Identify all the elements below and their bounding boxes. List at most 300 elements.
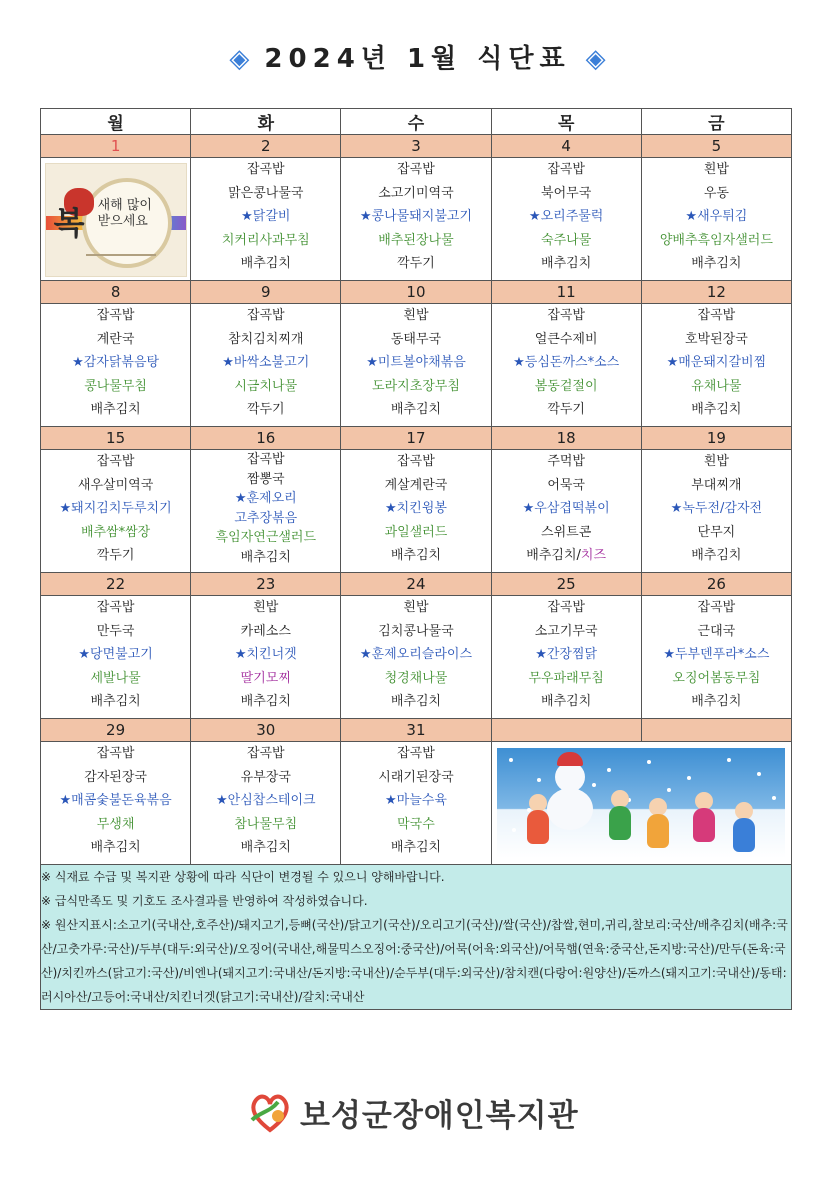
menu-cell [491,304,641,427]
date-cell: 12 [641,281,791,304]
child-figure [733,818,755,852]
menu-item [191,667,340,691]
snowflake [687,776,691,780]
menu-item [41,813,190,837]
menu-item-text: 잡곡밥 [397,746,435,761]
menu-item-text: 근대국 [697,623,736,639]
date-cell: 3 [341,135,491,158]
menu-item [492,158,641,182]
menu-item [191,489,340,509]
menu-item-text: 배추김치 [541,694,592,709]
menu-item-text: 배추김치 [691,548,742,563]
date-row [41,281,792,304]
date-row [41,427,792,450]
menu-item-text: ★바싹소불고기 [222,355,310,370]
menu-item [341,229,490,253]
menu-item [41,620,190,644]
menu-item-extra: 치즈 [580,548,607,563]
heart-logo-icon [248,1090,292,1134]
winter-children-image [497,748,785,858]
menu-item-text: 스위트콘 [541,524,592,540]
menu-item [341,497,490,521]
menu-item-text: 잡곡밥 [246,308,285,323]
menu-item-text: 유채나물 [691,378,742,394]
child-figure [693,808,715,842]
menu-item [191,398,340,422]
menu-item-text: 시래기된장국 [378,769,454,785]
menu-item [492,620,641,644]
menu-item-text: 깍두기 [397,256,435,271]
menu-item-text: ★등심돈까스*소스 [513,355,620,370]
menu-item [492,304,641,328]
menu-item [341,450,490,474]
menu-item-text: 잡곡밥 [96,600,135,615]
notes-box [41,865,792,1010]
date-cell: 25 [491,573,641,596]
menu-item [41,766,190,790]
menu-item-text: 잡곡밥 [246,452,285,467]
menu-item-text: 배추김치 [240,549,291,565]
menu-item [341,205,490,229]
menu-item-text: 배추쌈*쌈장 [80,524,151,540]
menu-item [341,813,490,837]
menu-item [642,474,791,498]
menu-item-text: 배추김치 [240,694,291,709]
menu-item-text: 배추된장나물 [378,232,454,248]
menu-item [642,596,791,620]
menu-item [191,742,340,766]
menu-cell [491,742,791,865]
menu-cell [341,450,491,573]
date-cell: 24 [341,573,491,596]
menu-item-text: 흑임자연근샐러드 [215,530,317,545]
menu-item [341,620,490,644]
menu-item-text: 흰밥 [403,600,429,615]
menu-item [191,182,340,206]
menu-row [41,304,792,427]
menu-item [341,667,490,691]
menu-item [191,509,340,529]
menu-item-text: 콩나물무침 [84,378,147,394]
menu-item-text: 어묵국 [547,477,585,493]
menu-item-text: 카레소스 [240,623,291,639]
snowman-body [547,788,593,830]
menu-item [341,690,490,714]
menu-item-text: 배추김치 [691,694,742,709]
menu-cell [341,742,491,865]
menu-item [642,205,791,229]
menu-cell [491,450,641,573]
menu-item-text: 치커리사과무침 [221,232,310,248]
menu-item-text: 부대찌개 [691,477,742,493]
notes-row [41,865,792,1010]
menu-item-text: 잡곡밥 [96,746,135,761]
menu-item [41,351,190,375]
menu-item [41,789,190,813]
menu-item [41,836,190,860]
menu-item [191,548,340,568]
menu-item [41,328,190,352]
menu-item [191,375,340,399]
menu-item [41,521,190,545]
menu-item-text: 흰밥 [253,600,279,615]
date-cell: 22 [41,573,191,596]
menu-item [191,205,340,229]
menu-item-text: 계살계란국 [384,477,448,493]
menu-row [41,596,792,719]
menu-item-text: 얼큰수제비 [534,331,598,347]
date-cell [641,719,791,742]
menu-item-text: 시금치나물 [234,378,298,394]
date-cell: 31 [341,719,491,742]
menu-item [642,450,791,474]
menu-item [191,836,340,860]
menu-item [341,304,490,328]
menu-cell [41,304,191,427]
menu-item [191,450,340,470]
menu-item-text: 잡곡밥 [246,746,285,761]
menu-item [492,690,641,714]
menu-item [642,690,791,714]
note-line: ※ 식재료 수급 및 복지관 상황에 따라 식단이 변경될 수 있으니 양해바랍니다. [41,870,445,884]
snowflake [667,788,671,792]
menu-item-text: 잡곡밥 [96,454,135,469]
menu-item [41,304,190,328]
menu-item [492,351,641,375]
menu-item [41,742,190,766]
snowflake [647,760,651,764]
menu-item [41,667,190,691]
menu-item-text: 배추김치 [240,256,291,271]
menu-cell [491,158,641,281]
snowflake [509,758,513,762]
menu-item-text: 잡곡밥 [697,308,736,323]
weekday-thu: 목 [491,109,641,135]
date-cell: 8 [41,281,191,304]
menu-item [41,596,190,620]
menu-item-text: 흰밥 [703,454,729,469]
menu-item [642,252,791,276]
menu-item [642,328,791,352]
menu-item [191,620,340,644]
menu-item [492,182,641,206]
menu-item [341,328,490,352]
menu-cell [491,596,641,719]
menu-item [492,521,641,545]
menu-item [341,182,490,206]
date-cell: 23 [191,573,341,596]
menu-cell [191,596,341,719]
menu-item [642,544,791,568]
menu-cell [191,742,341,865]
menu-item-text: 잡곡밥 [697,600,736,615]
menu-item-text: 흰밥 [403,308,429,323]
menu-item-text: 참치김치찌개 [228,331,304,347]
menu-item [41,375,190,399]
menu-item-text: ★매운돼지갈비찜 [666,355,767,370]
page-title [0,38,835,75]
menu-cell [641,450,791,573]
menu-item [191,766,340,790]
menu-item [492,474,641,498]
date-cell: 19 [641,427,791,450]
logo-text: 보성군장애인복지관 [300,1097,579,1134]
menu-item-text: 소고기미역국 [378,185,454,201]
menu-cell [641,304,791,427]
snowman-head [555,762,585,792]
menu-item-text: ★새우튀김 [685,209,748,224]
menu-item-text: 흰밥 [703,162,729,177]
date-row [41,135,792,158]
date-cell [491,719,641,742]
menu-item [341,521,490,545]
menu-item [41,398,190,422]
menu-item-text: 잡곡밥 [96,308,135,323]
menu-item-text: 계란국 [96,331,135,347]
date-cell: 16 [191,427,341,450]
menu-item [492,596,641,620]
menu-item-text: 배추김치/ [526,548,581,563]
menu-item-text: 감자된장국 [84,769,147,785]
menu-item [41,450,190,474]
menu-item-text: 배추김치 [90,402,141,417]
menu-item-text: ★마늘수육 [385,793,447,808]
menu-item [341,596,490,620]
menu-item [642,158,791,182]
menu-item [191,304,340,328]
menu-item-text: ★치킨윙봉 [385,501,447,516]
child-figure [647,814,669,848]
menu-item-text: ★미트볼야채볶음 [366,355,466,370]
menu-item-text: 과일샐러드 [384,524,448,540]
menu-item-text: 딸기모찌 [240,670,291,686]
menu-item [341,375,490,399]
menu-table [40,108,792,1010]
menu-row [41,742,792,865]
menu-item [492,205,641,229]
menu-item [341,789,490,813]
date-row [41,719,792,742]
menu-item-text: ★콩나물돼지불고기 [359,209,473,224]
child-figure [527,810,549,844]
menu-item-text: 맑은콩나물국 [228,185,304,201]
menu-cell [191,450,341,573]
menu-item [191,252,340,276]
snowflake [772,796,776,800]
date-cell: 10 [341,281,491,304]
menu-item [492,328,641,352]
menu-item [492,667,641,691]
menu-item [191,158,340,182]
menu-item-text: 세발나물 [90,670,141,686]
menu-item-text: 고추장볶음 [234,510,298,526]
menu-item-text: ★우삼겹떡볶이 [522,501,610,516]
menu-item-text: 배추김치 [390,548,442,563]
menu-item [191,351,340,375]
menu-item-text: 우동 [703,185,729,201]
date-cell: 2 [191,135,341,158]
menu-item [492,450,641,474]
snowflake [757,772,761,776]
menu-item-text: ★돼지김치두루치기 [59,501,172,516]
menu-item [642,521,791,545]
menu-item [642,398,791,422]
menu-item-text: ★간장찜닭 [535,647,598,662]
date-cell: 17 [341,427,491,450]
menu-item-text: 짬뽕국 [246,471,285,487]
menu-item [191,789,340,813]
menu-item-text: 깍두기 [547,402,585,417]
menu-item-text: 봄동겉절이 [534,378,598,394]
menu-item-text: 잡곡밥 [547,162,585,177]
title-text: 2024년 1월 식단표 [264,44,571,74]
weekday-fri: 금 [641,109,791,135]
menu-item [41,497,190,521]
menu-item [492,643,641,667]
menu-item [642,497,791,521]
snowflake [592,783,596,787]
menu-cell [41,742,191,865]
menu-item-text: ★녹두전/감자전 [670,501,763,516]
date-cell: 5 [641,135,791,158]
menu-item [642,229,791,253]
menu-item-text: 북어무국 [541,185,592,201]
menu-item-text: 양배추흑임자샐러드 [659,232,773,248]
menu-item [642,351,791,375]
menu-item-text: 배추김치 [691,402,742,417]
menu-item [341,766,490,790]
menu-item [341,544,490,568]
menu-item-text: ★감자닭볶음탕 [72,355,160,370]
menu-item [191,470,340,490]
menu-item-text: 소고기무국 [534,623,598,639]
date-cell: 1 [41,135,191,158]
snowflake [727,758,731,762]
weekday-tue: 화 [191,109,341,135]
welfare-center-logo [248,1090,579,1134]
menu-item [642,620,791,644]
menu-item [41,643,190,667]
menu-item [492,398,641,422]
menu-item-text: 배추김치 [390,840,442,855]
weekday-wed: 수 [341,109,491,135]
menu-item-text: 도라지초장무침 [372,378,460,394]
child-figure [609,806,631,840]
menu-item-text: 무생채 [96,816,135,832]
menu-row [41,450,792,573]
menu-item [492,375,641,399]
menu-item-text: 주먹밥 [547,454,585,469]
menu-row [41,158,792,281]
menu-item [191,813,340,837]
menu-item-text: ★당면불고기 [78,647,153,662]
menu-item-text: 배추김치 [541,256,592,271]
menu-item-text: 김치콩나물국 [378,623,454,639]
menu-item-text: 잡곡밥 [246,162,285,177]
menu-item-text: 배추김치 [390,402,442,417]
menu-item-text: 참나물무침 [234,816,298,832]
menu-item-text: 깍두기 [246,402,285,417]
menu-item [642,375,791,399]
menu-item [492,544,641,568]
menu-item [191,328,340,352]
menu-item [191,528,340,548]
menu-item-text: 잡곡밥 [547,308,585,323]
weekday-mon: 월 [41,109,191,135]
menu-item [191,596,340,620]
menu-cell [341,304,491,427]
menu-item-text: ★닭갈비 [241,209,291,224]
menu-cell [191,158,341,281]
menu-item-text: 배추김치 [691,256,742,271]
menu-item-text: 무우파래무침 [528,670,604,686]
snowflake [607,768,611,772]
menu-cell [341,158,491,281]
menu-item [191,643,340,667]
menu-item [41,690,190,714]
menu-cell [41,158,191,281]
diamond-left-icon: ◈ [229,44,250,74]
menu-cell [41,450,191,573]
menu-item [642,304,791,328]
date-cell: 11 [491,281,641,304]
menu-item-text: 단무지 [697,524,736,540]
menu-item-text: ★훈제오리 [234,491,297,506]
menu-cell [641,158,791,281]
menu-item [341,252,490,276]
date-cell: 26 [641,573,791,596]
menu-item-text: 잡곡밥 [397,454,435,469]
menu-item [341,351,490,375]
menu-cell [191,304,341,427]
date-cell: 18 [491,427,641,450]
menu-item [492,229,641,253]
snowflake [537,778,541,782]
menu-item-text: ★안심찹스테이크 [216,793,316,808]
menu-cell [341,596,491,719]
card-big-text: 복 [53,204,85,242]
menu-item-text: 막국수 [397,816,435,832]
menu-item [492,497,641,521]
menu-item [341,836,490,860]
menu-item [341,643,490,667]
menu-item-text: 잡곡밥 [547,600,585,615]
menu-item-text: 잡곡밥 [397,162,435,177]
menu-item-text: 유부장국 [240,769,291,785]
date-cell: 9 [191,281,341,304]
card-small-text: 새해 많이 받으세요 [97,198,152,229]
menu-item-text: ★훈제오리슬라이스 [359,647,473,662]
date-cell: 29 [41,719,191,742]
menu-item [642,643,791,667]
snowflake [512,828,516,832]
menu-item [642,667,791,691]
menu-item-text: 오징어봄동무침 [672,670,761,686]
menu-cell [641,596,791,719]
menu-item-text: ★치킨너겟 [234,647,297,662]
date-row [41,573,792,596]
menu-item-text: ★매콤숯불돈육볶음 [59,793,172,808]
menu-item-text: ★두부덴푸라*소스 [663,647,770,662]
note-line: ※ 급식만족도 및 기호도 조사결과를 반영하여 작성하였습니다. [41,894,368,908]
note-origin: ※ 원산지표시:소고기(국내산,호주산)/돼지고기,등뼈(국산)/닭고기(국산)/오리고기(국산)/쌀(국산)/찹쌀,현미,귀리,찰보리:국산/배추김치(배추:국산/고춧가루:국산)/두부(대두:외국산)/오징어(국내산,해물믹스오징어:중국산)/어묵(어육:외국산)/어묵햄(연육:중국산,돈지방:국산)/만두(돈육:국산)/치킨까스(닭고기:국산)/비엔나(돼지고기:국내산/돈지방:국내산)/순두부(대두:외국산)/참치캔(다랑어:원양산)/돈까스(돼지고기:국내산)/동태:러시아산/고등어:국내산/치킨너겟(닭고기:국내산)/갈치:국내산 [41,918,788,1004]
menu-cell [41,596,191,719]
date-cell: 15 [41,427,191,450]
menu-item-text: 배추김치 [90,840,141,855]
menu-item [341,474,490,498]
menu-item [642,182,791,206]
menu-item-text: 만두국 [96,623,135,639]
